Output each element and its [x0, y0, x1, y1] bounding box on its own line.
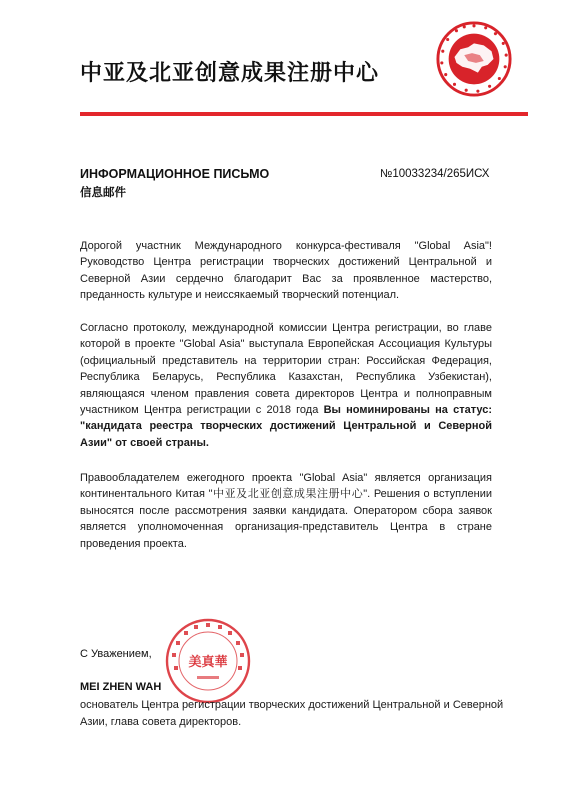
reference-number: №10033234/265ИСХ — [380, 168, 490, 180]
signer-name: MEI ZHEN WAH — [80, 681, 162, 693]
organization-logo — [435, 20, 513, 98]
paragraph-protocol-text: Согласно протоколу, международной комиссии Центра регистрации, во главе которой в проекте "Global Asia" выступала Европейская Ассоциация Культуры (официальный представитель на территории стран: Российская Федерация, Республика Беларусь, Республика Казахстан, Республика Узбекистан), являющаяся членом правления совета директоров Центра и полноправным участником Центра регистрации с 2018 года — [80, 322, 492, 417]
paragraph-protocol — [80, 320, 492, 451]
header-divider — [80, 112, 528, 116]
paragraph-rights: Правообладателем ежегодного проекта "Global Asia" является организация континентального Китая "中亚及北亚创意成果注册中心". Решения о вступлении выносятся после рассмотрения заявки кандидата. Оператором сбора заявок является уполномоченная организация-представитель Центра в стране проведения проекта. — [80, 472, 492, 550]
paragraph-greeting: Дорогой участник Международного конкурса-фестиваля "Global Asia"! Руководство Центра регистрации творческих достижений Центральной и Северной Азии сердечно благодарит Вас за проявленное мастерство, преданность культуре и неиссякаемый творческий потенциал. — [80, 240, 492, 302]
signer-role: основатель Центра регистрации творческих достижений Центральной и Северной Азии, глава совета директоров. — [80, 699, 504, 728]
closing-phrase: С Уважением, — [80, 648, 152, 660]
letter-subtitle: 信息邮件 — [80, 185, 126, 199]
organization-name: 中亚及北亚创意成果注册中心 — [80, 61, 380, 86]
seal-stamp — [163, 616, 253, 706]
letter-title: ИНФОРМАЦИОННОЕ ПИСЬМО — [80, 167, 270, 181]
nomination-statement: Вы номинированы на статус: "кандидата реестра творческих достижений Центральной и Северной Азии" от своей страны. — [80, 404, 492, 449]
seal-center-text: 美真華 — [188, 655, 228, 670]
